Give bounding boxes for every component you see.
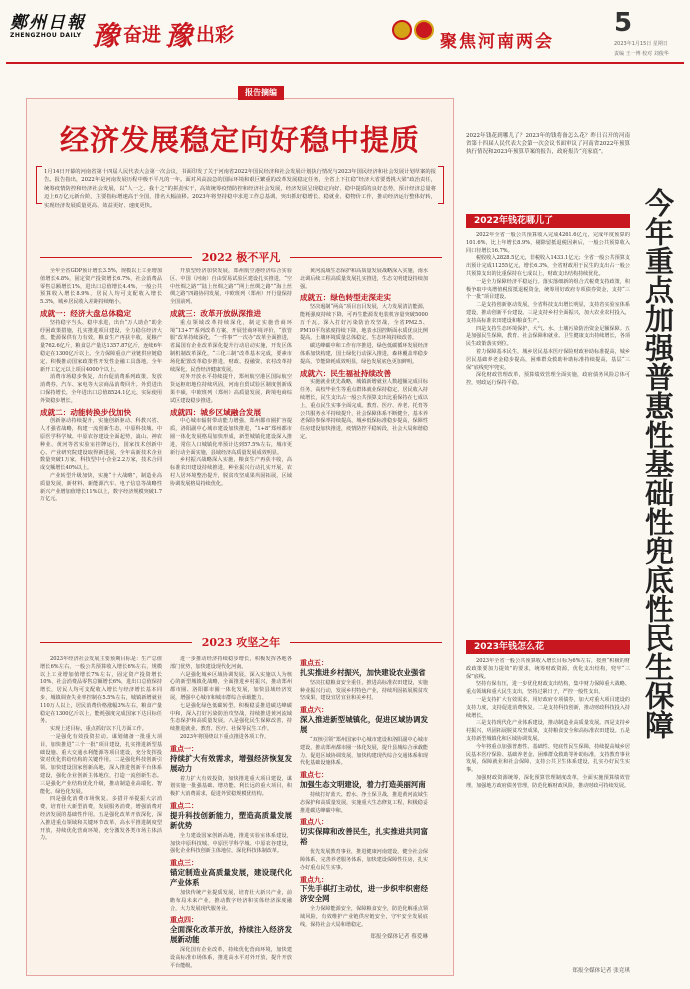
paragraph: “双核引领”郑州国家中心城市建设和洛阳副中心城市建设，推动郑州都市圈一体化发展，提升县城综合承载能力，促进区域协调发展，加快构建现代综合交通体系和现代化基础设施体系。 (300, 736, 428, 767)
key-point-label: 重点一： (170, 743, 198, 753)
key-point-title: 扎实推进乡村振兴，加快建设农业强省 (300, 667, 426, 677)
paragraph: 消费市场稳步恢复，出台促消费系列政策，发放消费券，汽车、家电等大宗商品消费回升。外贸进出口保持增长，全年进出口总值8524.1亿元，实际使用外资稳步增长。 (40, 374, 162, 404)
key-point-label: 重点二： (170, 800, 198, 810)
subheading: 成就六：民生福祉持续改善 (300, 368, 392, 378)
paragraph: 乡村振兴战略深入实施，粮食生产再获丰收，高标准农田建设持续推进，种业振兴行动扎实开展，农村人居环境整治提升，脱贫攻坚成果巩固拓展，区域协调发展格局持续优化。 (170, 457, 292, 487)
paragraph: 着力扩大有效投资，加快推进重大项目建设，谋划实施一批强基础、增功能、利长远的重大项目，积极扩大消费需求，促进外贸稳规模优结构。 (170, 775, 292, 798)
key-point-title: 全面深化改革开放，持续注入经济发展新动能 (170, 925, 292, 945)
report-column (40, 656, 162, 972)
key-point-title: 下先手棋打主动仗，进一步织牢织密经济安全网 (300, 884, 428, 904)
slogan-char-1: 豫 (92, 20, 119, 52)
paragraph: 坚持有保有压，进一步优化财政支出结构，集中财力保障重大战略、重点领域和重大民生支出，坚持过紧日子，严控一般性支出。 (466, 681, 630, 696)
paragraph: 加快传统产业提质发展，培育壮大新兴产业，前瞻布局未来产业，推动数字经济和实体经济深度融合，大力发展现代服务业。 (170, 889, 292, 912)
paragraph: 一是全力保障经济平稳运行。落实落细新的组合式税费支持政策，积极争取中央增值税留抵退税资金，统筹用好政府专项债券资金，支持“三个一批”项目建设。 (466, 278, 630, 301)
key-point-label: 重点九： (300, 874, 328, 884)
paragraph: 实现上述目标，重点抓好以下几方面工作。 (50, 726, 147, 733)
report-column (300, 268, 428, 632)
report-lead: 1月14日开幕的河南省第十四届人民代表大会第一次会议，书面印发了关于河南省2022年国民经济和社会发展计划执行情况与2023年国民经济和社会发展计划草案的报告。报告指出，2022年是河南发展历程中极不平凡的一年。面对风高浪急的国际环境和艰巨繁重的改革发展稳定任务，全省上下扛稳“经济大省要勇挑大梁”政治责任，统筹疫情防控和经济社会发展，以“人一之、我十之”的拼劲实干，高效统筹疫情防控和经济社会发展，经济发展呈现稳定向好、稳中提质的良好态势，预计经济总量将迈上6万亿元新台阶，主要指标增速高于全国，排名大幅前移。2023年将坚持稳中求进工作总基调，突出抓好稳增长、稳就业、稳物价工作，推动经济运行整体好转，实现经济发展质量更高、效益更好、速度更快。 (44, 169, 436, 209)
right-bar-2022: 2022年钱花哪儿了 (466, 214, 630, 228)
slogan (92, 18, 235, 52)
subheading: 成就五：绿色转型走深走实 (300, 293, 392, 303)
paragraph: 进一步推动经济持续稳步增长，积极发挥各地各部门优势，加快建设现代化河南。 (170, 656, 292, 670)
paragraph: 黄河流域生态保护和高质量发展战略深入实施，南水北调后续工程高质量发展扎实推进，生态文明建设持续加强。 (300, 268, 428, 290)
emblem-icon (392, 20, 412, 40)
paragraph: 一是支持扩大有效需求，用好政府专项债券，加大对重大项目建设的支持力度，支持促进消费恢复。二是支持科技创新，推动财政科技投入持续增长。 (466, 696, 630, 719)
paragraph: 坚决扛稳粮食安全重任，推进高标准农田建设，实施种业振兴行动，发展乡村特色产业，持续巩固拓展脱贫攻坚成果，建设宜居宜业和美乡村。 (300, 679, 428, 702)
right-bar-2023: 2023年钱怎么花 (466, 640, 630, 654)
paragraph: 税收收入2828.5亿元，非税收入1433.1亿元；全省一般公共预算支出预计完成11255亿元，增长6.3%，全省财政用于民生的支出占一般公共预算支出的比重保持在七成以上，财政支出结构持续优化。 (466, 255, 630, 277)
editors-line: 责编 王一博 校对 刘俊华 (614, 51, 669, 57)
paragraph: 产业转型升级加快，实施“十大战略”，制造业高质量发展，新材料、新能源汽车、电子信息等战略性新兴产业增加值增长11%以上，数字经济规模突破1.7万亿元。 (40, 472, 162, 503)
section-title: 聚焦河南两会 (440, 32, 554, 52)
key-point-title: 加强生态文明建设，着力打造美丽河南 (300, 779, 426, 789)
key-point-label: 重点四： (170, 915, 198, 925)
paragraph: 今年将重点加强普惠性、基础性、兜底性民生保障，持续提高城乡居民基本医疗保险、基础养老金、困难群众救助等补助标准，支持教育事业发展，保障就业和社会保障，支持公共卫生体系建设，扎实办好民生实事。 (466, 743, 630, 774)
key-point-label: 重点五： (300, 658, 328, 667)
report-column (170, 656, 292, 972)
paragraph: 着力保障基本民生，城乡居民基本医疗保险财政补助标准提高，城乡居民基础养老金稳步提高，困难群众救助补助标准持续提高，基层“三保”底线兜牢兜实。 (466, 348, 630, 371)
paragraph: 优先发展教育事业，推进健康河南建设，健全社会保障体系，完善养老服务体系，加快建设保障性住房，扎实办好重点民生实事。 (300, 849, 428, 871)
slogan-word-2: 出彩 (196, 23, 235, 46)
paragraph: 2023年经济社会发展主要预期目标是：生产总值增长6%左右，一般公共预算收入增长6%左右，规模以上工业增加值增长7%左右，固定资产投资增长10%，社会消费品零售总额增长6%，进出口总值保持增长，居民人均可支配收入增长与经济增长基本同步，城镇调查失业率控制在5.5%左右，城镇新增就业110万人以上，居民消费价格涨幅3%左右，粮食产量稳定在1300亿斤以上，能耗强度完成国家下达目标任务。 (40, 656, 162, 725)
paragraph: 七是强化绿色低碳转型。积极稳妥推进碳达峰碳中和，深入打好污染防治攻坚战，持续推进黄河流域生态保护和高质量发展。八是强化民生保障改善，持续推进就业、教育、医疗、社保等民生工作。 (170, 702, 292, 733)
paragraph: 一是强化有效投资拉动。谋划储备一批重大项目，加快推进“三个一批”项目建设，扎实推进新型基础设施、重大交通水利能源等项目建设，充分发挥投资对优化供给结构的关键作用。二是强化科技创新引领。加快建设国家创新高地，深入推进创新平台体系建设，强化企业创新主体地位，打造一流创新生态。三是强化产业结构优化升级，推动制造业高端化、智能化、绿色化发展。 (40, 733, 162, 795)
paragraph: 碳达峰碳中和工作有序推进，绿色低碳循环发展经济体系加快构建，国土绿化行动深入推进，森林覆盖率稳步提高，节能降耗成效明显，绿色发展底色更加鲜明。 (300, 343, 428, 365)
paragraph: 持续打好蓝天、碧水、净土保卫战，推进黄河流域生态保护和高质量发展，实施重大生态修复工程，积极稳妥推进碳达峰碳中和。 (300, 791, 428, 814)
paragraph: 六是强化城乡区域协调发展。深入实施以人为核心的新型城镇化战略，全面推进乡村振兴，推动郑州都市圈、洛阳都市圈一体化发展，加快县域经济发展，增强中心城市和城市群综合承载能力。 (170, 671, 292, 701)
key-point-label: 重点八： (300, 817, 328, 827)
paragraph: 实施就业优先战略，城镇新增就业人数超额完成目标任务，高校毕业生等重点群体就业保持稳定，居民收入持续增长，民生支出占一般公共预算支出比重保持在七成以上，重点民生实事全面完成。教育、医疗、养老、托育等公共服务水平持续提升，社会保障体系不断健全，基本养老保险参保率持续提高，城乡低保标准稳步提高，保障性住房建设加快推进，疫情防控平稳转段，社会大局和谐稳定。 (300, 379, 428, 440)
report-headline: 经济发展稳定向好稳中提质 (59, 123, 420, 157)
key-point-label: 重点三： (170, 858, 198, 868)
paragraph: 2022年全省一般公共预算收入完成4261.6亿元，完成年度预算的101.6%，比上年增长8.9%，剔除留抵退税因素后，一般公共预算收入同口径增长16.7%。 (466, 232, 630, 254)
newspaper-logo-en: ZHENGZHOU DAILY (10, 32, 82, 39)
report-badge: 报告摘编 (238, 86, 284, 100)
slogan-char-2: 豫 (165, 20, 193, 52)
section-band-2023 (40, 636, 442, 648)
section-band-2022 (40, 251, 442, 263)
paragraph: 对外开放水平持续提升，郑州航空港区国际航空货运枢纽地位持续巩固，河南自贸试验区制度创新成果丰硕，中欧班列（郑州）高质量发展，跨境电商综试区建设稳步推进。 (170, 374, 292, 404)
key-point-title: 锚定制造业高质量发展，建设现代化产业体系 (170, 867, 292, 887)
paragraph: 中心城市辐射带动能力增强，郑州都市圈扩容提质，洛阳副中心城市建设加快推进，“1+8”郑州都市圈一体化发展格局加快形成，新型城镇化建设深入推进，常住人口城镇化率预计达到57.5%左右，城市更新行动全面实施，县域经济高质量发展成效明显。 (170, 418, 292, 456)
right-credit: 郑报全媒体记者 张竞琪 (572, 968, 630, 974)
paragraph: 加强财政资源统筹，深化预算管理制度改革，全面实施预算绩效管理，加强地方政府债务管理，防范化解财政风险，推动财政可持续发展。 (466, 774, 630, 789)
subheading: 成就三：改革开放纵深推进 (170, 308, 262, 318)
paragraph: 开放型经济加快发展，郑州航空港经济综合实验区、中国（河南）自由贸易试验区建设扎实推进，“空中丝绸之路”“陆上丝绸之路”“网上丝绸之路”“海上丝绸之路”四路协同发展，中欧班列（郑州）开行量保持全国前列。 (170, 268, 292, 306)
lead-bracket-right (438, 166, 444, 204)
report-column (40, 268, 162, 632)
key-point-title: 深入推进新型城镇化，促进区域协调发展 (300, 714, 428, 734)
section-title-2023: 2023 攻坚之年 (201, 636, 281, 649)
report-column (170, 268, 292, 632)
paragraph: 全力保障能源安全，保障粮食安全，防范化解重点领域风险，有效维护产业链供应链安全，守牢安全发展底线，保持社会大局和谐稳定。 (300, 906, 428, 928)
key-point-title: 持续扩大有效需求，增强经济恢复发展动力 (170, 753, 292, 773)
paragraph: 创新驱动持续提升，实施创新驱动、科教兴省、人才强省战略，构建一流创新生态，中原科技城、中原医学科学城、中原农谷建设全面起势，嵩山、神农种业、黄河等省实验室挂牌运行，国家技术创新中心、产业研究院建设取得新进展，全年高新技术企业数量突破1万家，科技型中小企业2.2万家，技术合同成交额增长40%以上。 (40, 418, 162, 472)
newspaper-logo: 鄭州日報 (10, 13, 86, 33)
right-intro: 2022年钱花到哪儿了？2023年的钱将备怎么花？昨日召开的河南省第十四届人民代表大会第一次会议书面审议了河南省2022年预算执行情况和2023年预算草案的报告，政府报告“亮家底”。 (466, 133, 630, 156)
byline: 郑报全媒体记者 蔡爱琳 (370, 933, 428, 940)
paragraph: 四是强化消费市场恢复。多措并举提振大宗消费，培育壮大新型消费，发展服务消费，增强消费对经济发展的基础性作用。五是强化改革开放深化，深入推进重点领域和关键环节改革，高水平推进制度型开放，持续优化营商环境，充分激发各类市场主体活力。 (40, 796, 162, 842)
masthead (0, 0, 690, 62)
paragraph: 全年全省GDP预计增长3.5%，规模以上工业增加值增长4.8%，固定资产投资增长6.7%，社会消费品零售总额增长1%，进出口总值增长4.4%，一般公共预算收入增长8.9%，居民人均可支配收入增长5.3%，城乡居民收入差距持续缩小。 (40, 268, 162, 306)
paragraph: 重点领域改革持续深化，制定实施营商环境“13+7”系列改革方案，开展营商环境评价，“放管服”改革持续深化，“一件事”“一次办”改革全面推进，省属国有企业改革深化提升行动启动实施，开发区体制机制改革深化，“三化三制”改革基本完成，要素市场化配置改革稳步推进，财政、投融资、农村改革持续深化，民营经济健康发展。 (170, 319, 292, 373)
report-column (300, 656, 428, 972)
emblem-icon (414, 20, 434, 40)
key-point-title: 切实保障和改善民生，扎实推进共同富裕 (300, 827, 428, 847)
paragraph: 坚持稳字当头、稳中求进，出台“万人助企”助企纾困政策措施，扎实推进项目建设，全力稳住经济大盘。能源保供有力有效，粮食生产再获丰收，夏粮产量762.6亿斤，粮食总产量达1357.87亿斤，连续6年稳定在1300亿斤以上。全力保障重点产业链供应链稳定，积极推动国家政策性开发性金融工具落地，全年新开工亿元以上项目4000个以上。 (40, 319, 162, 373)
paragraph: 坚决遏制“两高”项目盲目发展，大力发展清洁能源，能耗强度持续下降，可再生能源发电装机容量突破5000万千瓦。深入打好污染防治攻坚战，全省PM2.5、PM10平均浓度持续下降，地表水国控断面水质优良比例提高，土壤环境质量总体稳定，生态环境持续改善。 (300, 304, 428, 342)
dateline: 2023年1月15日 星期日 (614, 41, 668, 47)
right-block-2022 (466, 232, 630, 630)
section-title-2022: 2022 极不平凡 (201, 251, 281, 264)
subheading: 成就二：动能转换步伐加快 (40, 407, 132, 417)
key-point-title: 提升科技创新能力，塑造高质量发展新优势 (170, 810, 292, 830)
paragraph: 全力建设国家创新高地，推进实验室体系建设，加快中原科技城、中原医学科学城、中原农谷建设，强化企业科技创新主体地位，深化科技体制改革。 (170, 832, 292, 855)
subheading: 成就四：城乡区域融合发展 (170, 407, 262, 417)
masthead-divider (6, 62, 684, 64)
paragraph: 三是支持现代化产业体系建设，推动制造业高质量发展。四是支持乡村振兴，巩固拓展脱贫攻坚成果，支持粮食安全和高标准农田建设。五是支持新型城镇化和区域协调发展。 (466, 720, 630, 742)
key-point-label: 重点七： (300, 770, 328, 780)
paragraph: 二是支持创新驱动发展。全省科技支出增长明显，支持省实验室体系建设，推动创新平台建设。三是支持乡村全面振兴，加大农业农村投入，支持高标准农田建设和粮食生产。 (466, 302, 630, 324)
key-point-label: 重点六： (300, 705, 328, 715)
paragraph: 深化财政管理改革，预算绩效管理全面实施，政府债务风险总体可控，财政运行保持平稳。 (466, 372, 630, 387)
subheading: 成就一：经济大盘总体稳定 (40, 308, 132, 318)
right-block-2023 (466, 658, 630, 960)
paragraph: 深化国有企业改革，持续优化营商环境，加快建设高标准市场体系，推进高水平对外开放，提升开放平台能级。 (170, 947, 292, 969)
paragraph: 四是支持生态环境保护，大气、水、土壤污染防治资金足额保障。五是加强民生保障，教育、社会保障和就业、卫生健康支出持续增长，各项民生政策落实到位。 (466, 325, 630, 348)
page-number: 5 (614, 8, 633, 38)
lead-bracket-left (36, 166, 42, 204)
paragraph: 2023年全省一般公共预算收入增长目标为6%左右，按照“积极的财政政策要加力提效”的要求，统筹财政资源，优化支出结构，兜牢“三保”底线。 (466, 658, 630, 680)
right-vertical-headline: 今年重点加强普惠性基础性兜底性民生保障 (641, 188, 675, 739)
paragraph: 2023年将围绕以下重点推进各项工作。 (180, 733, 270, 740)
slogan-word-1: 奋进 (123, 23, 162, 46)
